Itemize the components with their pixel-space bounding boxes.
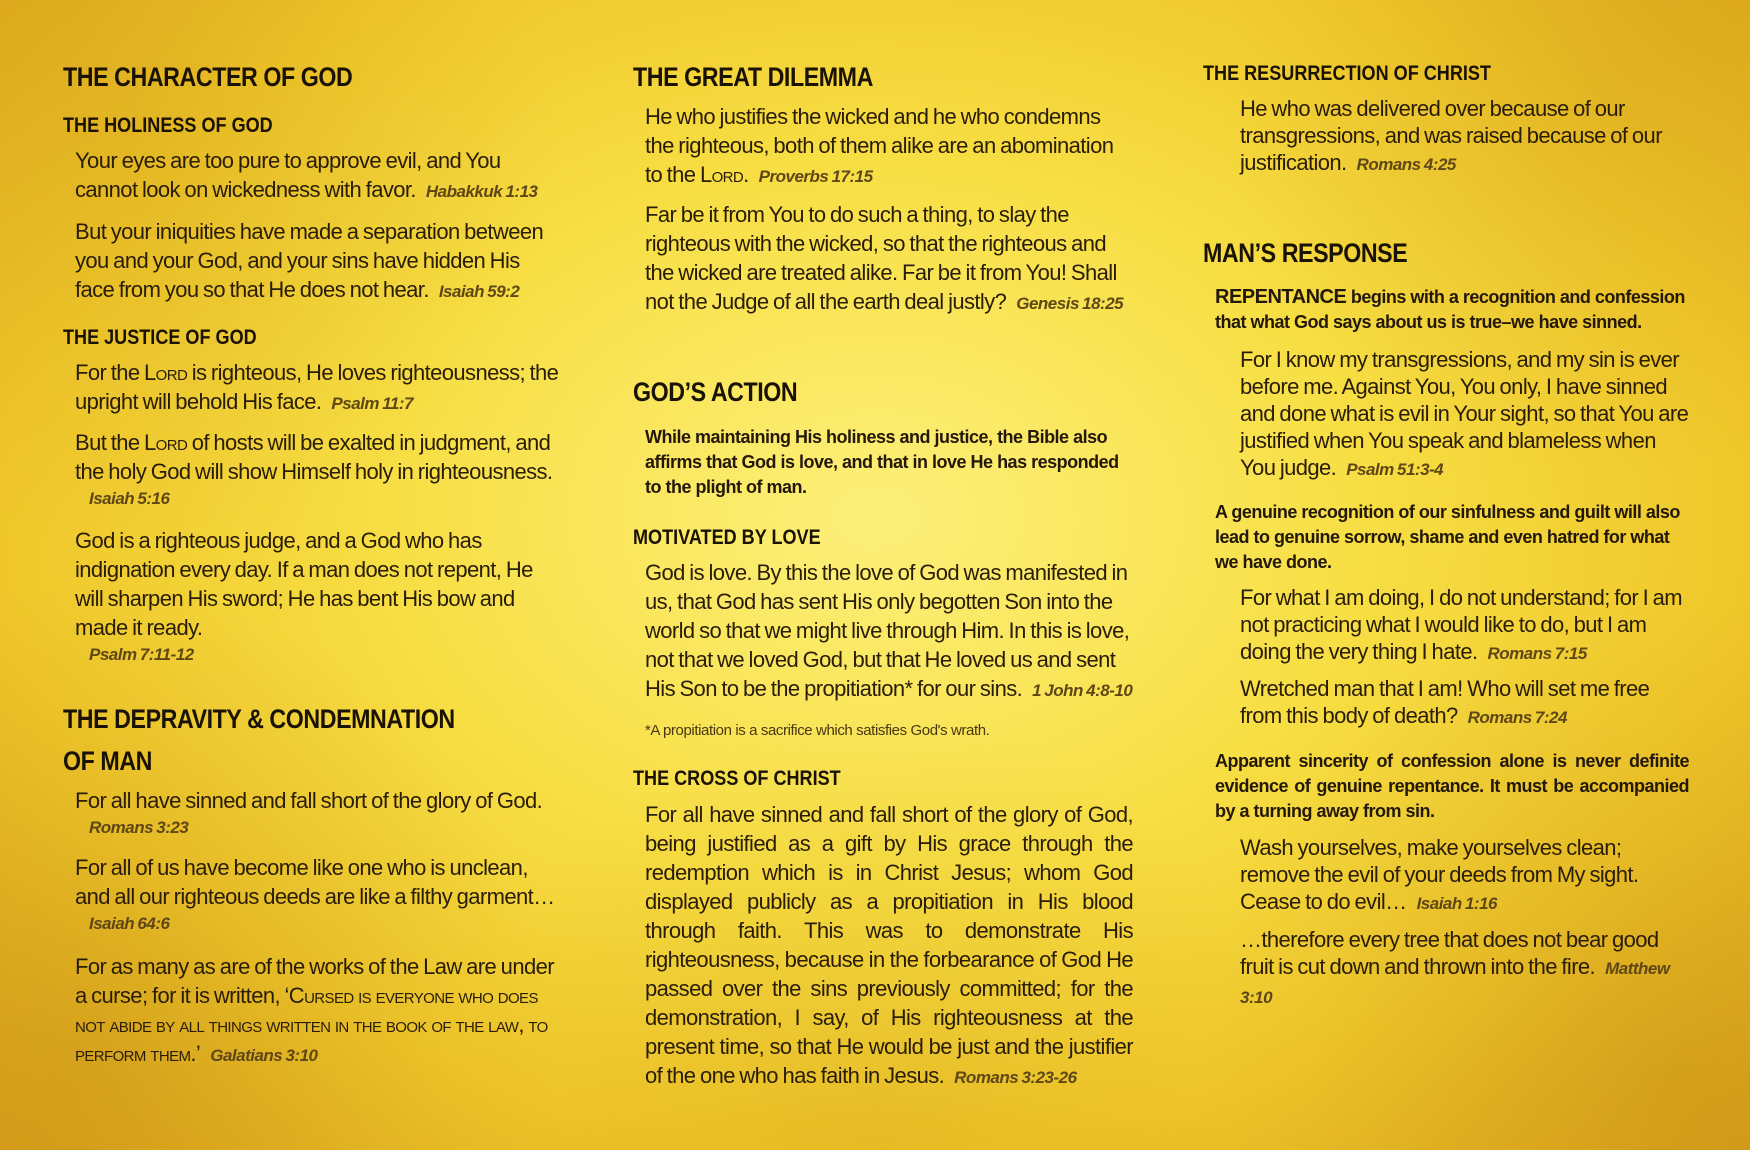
verse-isaiah-5 (75, 428, 563, 512)
verse-text: Wretched man that I am! Who will set me free from this body of death? (1240, 676, 1650, 728)
verse-text: For all have sinned and fall short of the glory of God. (75, 788, 543, 813)
verse-text: is righteous, He loves righteousness; the upright will behold His face. (75, 360, 559, 414)
verse-text: For the (75, 360, 140, 385)
section-title-depravity-line1: THE DEPRAVITY & CONDEMNATION (63, 704, 455, 734)
verse-isaiah-59 (75, 217, 563, 306)
verse-reference: Romans 7:24 (1467, 708, 1567, 727)
verse-romans-7-15 (1240, 584, 1689, 667)
verse-psalm-7 (75, 526, 563, 668)
heading-resurrection-of-christ: THE RESURRECTION OF CHRIST (1203, 62, 1491, 85)
verse-reference: Galatians 3:10 (210, 1046, 318, 1065)
verse-reference: Psalm 51:3-4 (1346, 460, 1444, 479)
note-genuine-recognition: A genuine recognition of our sinfulness and guilt will also lead to genuine sorrow, shame and even hatred for what we have done. (1215, 502, 1680, 572)
verse-text: For as many as are of the works of the Law are under a curse; for it is written, ‘ (75, 954, 554, 1008)
verse-romans-4-25 (1240, 95, 1689, 178)
lord-smallcaps: Lord (144, 430, 188, 455)
section-title-great-dilemma: THE GREAT DILEMMA (633, 62, 873, 92)
verse-reference: Isaiah 59:2 (438, 282, 520, 301)
verse-text: of hosts will be exalted in judgment, and the holy God will show Himself holy in righteousness. (75, 430, 553, 484)
verse-text: God is love. By this the love of God was manifested in us, that God has sent His only begotten Son into the world so that we might live through Him. In this is love, not that we loved God, but that He loved us and sent His Son to be the propitiation* for our sins. (645, 560, 1130, 701)
intro-gods-action: While maintaining His holiness and justice, the Bible also affirms that God is love, and that in love He has responded to the plight of man. (645, 427, 1119, 497)
verse-psalm-51 (1240, 346, 1689, 483)
verse-reference: Habakkuk 1:13 (425, 182, 538, 201)
verse-text: But the (75, 430, 140, 455)
verse-text: He who justifies the wicked and he who condemns the righteous, both of them alike are an abomination to the (645, 104, 1114, 187)
verse-isaiah-64 (75, 853, 563, 937)
verse-text: …therefore every tree that does not bear good fruit is cut down and thrown into the fire. (1240, 927, 1659, 979)
verse-reference: 1 John 4:8-10 (1032, 681, 1133, 700)
verse-reference: Matthew 3:10 (1240, 959, 1670, 1007)
verse-text: For what I am doing, I do not understand; for I am not practicing what I would like to do, but I am doing the very thing I hate. (1240, 585, 1683, 664)
verse-genesis-18 (645, 200, 1133, 318)
verse-reference: Psalm 7:11-12 (89, 645, 194, 664)
verse-reference: Isaiah 64:6 (89, 914, 170, 933)
heading-holiness-of-god: THE HOLINESS OF GOD (63, 114, 273, 137)
verse-romans-3-23 (75, 786, 563, 841)
verse-1-john-4 (645, 558, 1133, 705)
verse-habakkuk (75, 146, 563, 206)
verse-text: God is a righteous judge, and a God who has indignation every day. If a man does not repent, He will sharpen His sword; He has bent His bow and made it ready. (75, 528, 533, 640)
lord-smallcaps: Lord (699, 162, 744, 187)
verse-text: He who was delivered over because of our transgressions, and was raised because of our justification. (1240, 96, 1662, 175)
lord-smallcaps: Lord (144, 360, 188, 385)
verse-proverbs-17 (645, 102, 1133, 191)
verse-matthew-3-10 (1240, 926, 1689, 1011)
column-resurrection-response (1203, 0, 1689, 1150)
verse-text: Far be it from You to do such a thing, to slay the righteous with the wicked, so that the righteous and the wicked are treated alike. Far be it from You! Shall not the Judge of all the earth deal justly? (645, 202, 1117, 314)
heading-cross-of-christ: THE CROSS OF CHRIST (633, 767, 841, 790)
note-text: begins with a recognition and confession that what God says about us is true–we have sinned. (1215, 287, 1685, 332)
verse-text: For I know my transgressions, and my sin is ever before me. Against You, You only, I have sinned and done what is evil in Your sight, so that You are justified when You speak and blameless when You judge. (1240, 347, 1689, 480)
section-title-mans-response: MAN’S RESPONSE (1203, 238, 1408, 268)
verse-reference: Psalm 11:7 (331, 394, 413, 413)
verse-galatians-3 (75, 952, 563, 1070)
verse-reference: Romans 3:23-26 (954, 1068, 1077, 1087)
verse-text: . (743, 162, 749, 187)
verse-psalm-11 (75, 358, 563, 418)
verse-text: ’ (195, 1041, 201, 1066)
note-repentance (1215, 285, 1689, 335)
verse-text: Your eyes are too pure to approve evil, and You cannot look on wickedness with favor. (75, 148, 501, 202)
verse-text: For all of us have become like one who is unclean, and all our righteous deeds are like a filthy garment… (75, 855, 555, 909)
verse-text: But your iniquities have made a separation between you and your God, and your sins have hidden His face from you so that He does not hear. (75, 219, 544, 302)
section-title-depravity-line2: OF MAN (63, 746, 152, 776)
verse-reference: Romans 3:23 (89, 818, 189, 837)
section-title-character-of-god: THE CHARACTER OF GOD (63, 62, 353, 92)
verse-romans-7-24 (1240, 675, 1689, 731)
heading-motivated-by-love: MOTIVATED BY LOVE (633, 526, 821, 549)
verse-text: Wash yourselves, make yourselves clean; remove the evil of your deeds from My sight. Cease to do evil… (1240, 835, 1639, 914)
heading-justice-of-god: THE JUSTICE OF GOD (63, 326, 257, 349)
quote-smallcaps: Cursed is everyone who does not abide by all things written in the book of the law, to perform them. (75, 983, 548, 1066)
repentance-lead: REPENTANCE (1215, 286, 1347, 308)
note-apparent-sincerity: Apparent sincerity of confession alone is never definite evidence of genuine repentance. It must be accompanied by a turning away from sin. (1215, 751, 1689, 821)
verse-reference: Proverbs 17:15 (758, 167, 873, 186)
section-title-gods-action: GOD’S ACTION (633, 377, 798, 407)
verse-text: For all have sinned and fall short of the glory of God, being justified as a gift by His grace through the redemption which is in Christ Jesus; whom God displayed publicly as a propitiation in His blood through faith. This was to demonstrate His righteousness, because in the forbearance of God He passed over the sins previously committed; for the demonstration, I say, of His righteousness at the present time, so that He would be just and the justifier of the one who has faith in Jesus. (645, 802, 1133, 1088)
verse-reference: Genesis 18:25 (1016, 294, 1124, 313)
verse-reference: Isaiah 1:16 (1416, 894, 1498, 913)
verse-reference: Romans 7:15 (1487, 644, 1587, 663)
verse-isaiah-1-16 (1240, 834, 1689, 917)
verse-reference: Romans 4:25 (1356, 155, 1456, 174)
verse-reference: Isaiah 5:16 (89, 489, 170, 508)
column-dilemma-action (633, 0, 1133, 1150)
verse-romans-3-23-26 (645, 800, 1133, 1092)
footnote-propitiation: *A propitiation is a sacrifice which satisfies God's wrath. (645, 722, 990, 739)
column-character-of-god (63, 0, 563, 1150)
